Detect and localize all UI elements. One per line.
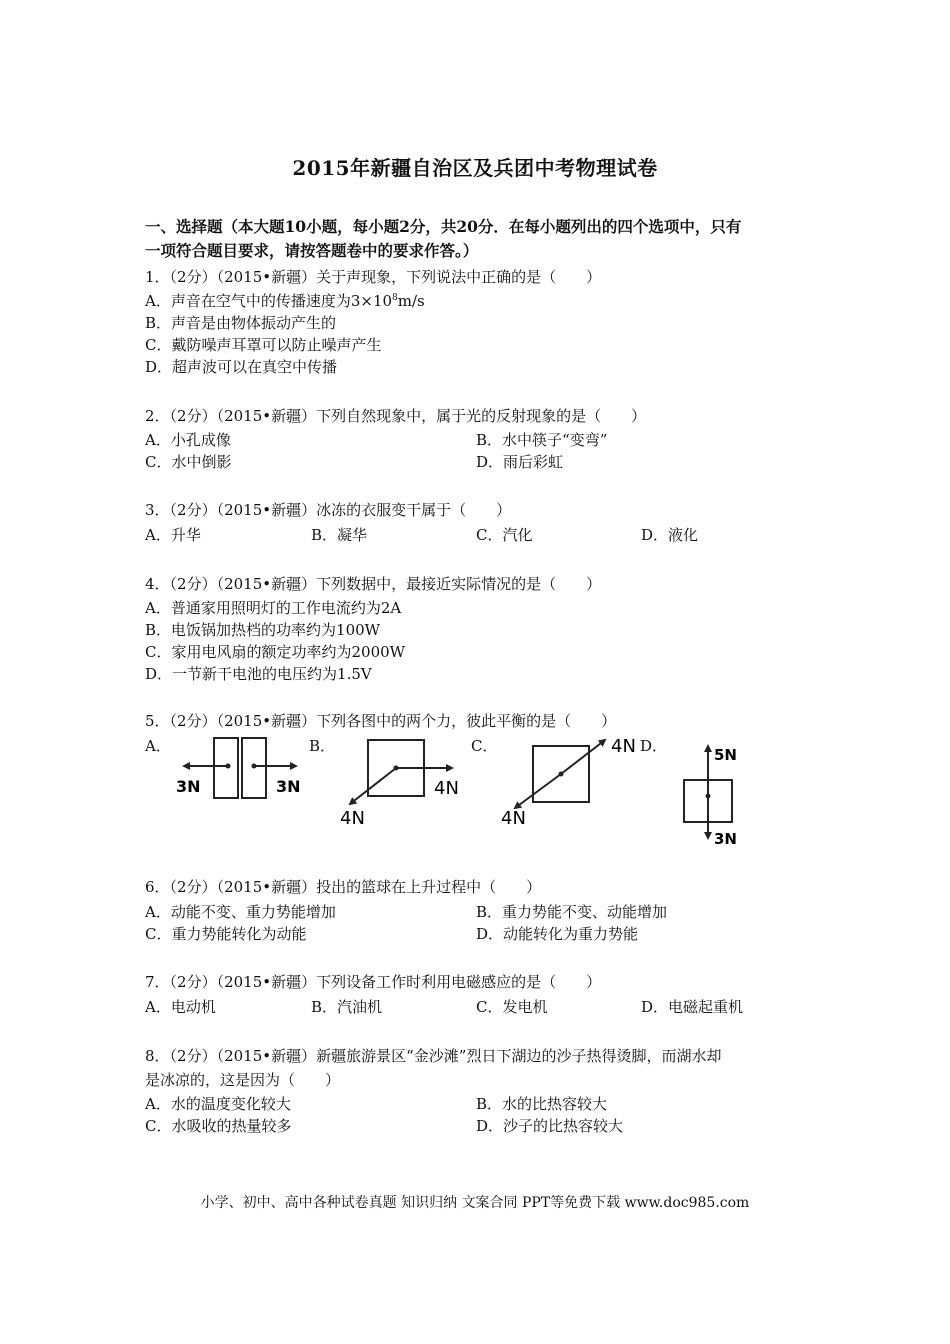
- question-2-option-b: B．水中筷子“变弯”: [476, 431, 608, 449]
- question-5-option-c: C．: [471, 737, 498, 755]
- question-4-option-a: A．普通家用照明灯的工作电流约为2A: [145, 599, 402, 617]
- arrow-diagonal: [350, 768, 396, 804]
- question-2-option-c: C．水中倒影: [145, 453, 232, 471]
- question-3-option-a: A．升华: [145, 526, 201, 544]
- question-1-option-b: B．声音是由物体振动产生的: [145, 314, 337, 332]
- question-6-option-c: C．重力势能转化为动能: [145, 925, 307, 943]
- page-footer: 小学、初中、高中各种试卷真题 知识归纳 文案合同 PPT等免费下载 www.doc985.com: [200, 1195, 750, 1211]
- question-7-stem: 7．（2分）（2015•新疆）下列设备工作时利用电磁感应的是（ ）: [145, 973, 602, 991]
- point-right: [252, 764, 257, 769]
- question-3-option-b: B．凝华: [311, 526, 368, 544]
- section-heading: [145, 215, 825, 263]
- point-left: [226, 764, 231, 769]
- label-a-left: 3N: [176, 777, 201, 796]
- label-b-diagonal: 4N: [340, 808, 365, 829]
- question-8-option-b: B．水的比热容较大: [476, 1095, 608, 1113]
- question-4-option-c: C．家用电风扇的额定功率约为2000W: [145, 643, 406, 661]
- label-b-horizontal: 4N: [434, 778, 459, 799]
- question-3-stem: 3．（2分）（2015•新疆）冰冻的衣服变干属于（ ）: [145, 501, 512, 519]
- question-6-option-b: B．重力势能不变、动能增加: [476, 903, 668, 921]
- question-5-option-b: B．: [309, 737, 336, 755]
- question-4-stem: 4．（2分）（2015•新疆）下列数据中，最接近实际情况的是（ ）: [145, 575, 602, 593]
- question-5-stem: 5．（2分）（2015•新疆）下列各图中的两个力，彼此平衡的是（ ）: [145, 712, 617, 730]
- question-7-option-a: A．电动机: [145, 998, 216, 1016]
- question-3-option-d: D．液化: [641, 526, 699, 544]
- question-8-stem-continued: 是冰凉的，这是因为（ ）: [145, 1071, 341, 1089]
- label-c-top: 4N: [611, 736, 636, 757]
- question-6-option-a: A．动能不变、重力势能增加: [145, 903, 336, 921]
- force-diagram-d: [672, 738, 752, 850]
- question-8-stem: 8．（2分）（2015•新疆）新疆旅游景区“金沙滩”烈日下湖边的沙子热得烫脚，而湖水却: [145, 1047, 722, 1065]
- label-a-right: 3N: [276, 777, 301, 796]
- question-1-option-d: D．超声波可以在真空中传播: [145, 358, 338, 376]
- question-2-stem: 2．（2分）（2015•新疆）下列自然现象中，属于光的反射现象的是（ ）: [145, 407, 647, 425]
- page-title: 2015年新疆自治区及兵团中考物理试卷: [292, 156, 658, 180]
- question-8-option-c: C．水吸收的热量较多: [145, 1117, 292, 1135]
- question-2-option-d: D．雨后彩虹: [476, 453, 564, 471]
- question-5-option-d: D．: [640, 737, 668, 755]
- question-8-option-a: A．水的温度变化较大: [145, 1095, 291, 1113]
- question-8-option-d: D．沙子的比热容较大: [476, 1117, 624, 1135]
- question-1-stem: 1．（2分）（2015•新疆）关于声现象，下列说法中正确的是（ ）: [145, 268, 602, 286]
- label-d-down: 3N: [714, 830, 737, 848]
- point-c: [559, 772, 564, 777]
- label-c-bottom: 4N: [501, 808, 526, 829]
- box-left: [214, 738, 238, 798]
- question-4-option-d: D．一节新干电池的电压约为1.5V: [145, 665, 372, 683]
- question-1-option-c: C．戴防噪声耳罩可以防止噪声产生: [145, 336, 382, 354]
- point-d: [706, 794, 711, 799]
- point-b: [394, 766, 399, 771]
- question-1-option-a: A．声音在空气中的传播速度为$3\times 10^8m/s$: [145, 292, 425, 310]
- question-7-option-d: D．电磁起重机: [641, 998, 744, 1016]
- question-6-option-d: D．动能转化为重力势能: [476, 925, 639, 943]
- section-heading-line-2: 一项符合题目要求，请按答题卷中的要求作答。）: [145, 241, 479, 260]
- section-heading-line-1: 一、选择题（本大题10小题，每小题2分，共20分．在每小题列出的四个选项中，只有: [145, 217, 742, 236]
- label-d-up: 5N: [714, 746, 737, 764]
- question-7-option-c: C．发电机: [476, 998, 548, 1016]
- force-diagram-b: [330, 730, 470, 830]
- question-5-option-a: A．: [145, 737, 171, 755]
- question-6-stem: 6．（2分）（2015•新疆）投出的篮球在上升过程中（ ）: [145, 878, 542, 896]
- question-4-option-b: B．电饭锅加热档的功率约为100W: [145, 621, 381, 639]
- question-3-option-c: C．汽化: [476, 526, 533, 544]
- question-2-option-a: A．小孔成像: [145, 431, 231, 449]
- force-diagram-a: [172, 730, 307, 802]
- question-7-option-b: B．汽油机: [311, 998, 383, 1016]
- force-diagram-c: [495, 730, 645, 830]
